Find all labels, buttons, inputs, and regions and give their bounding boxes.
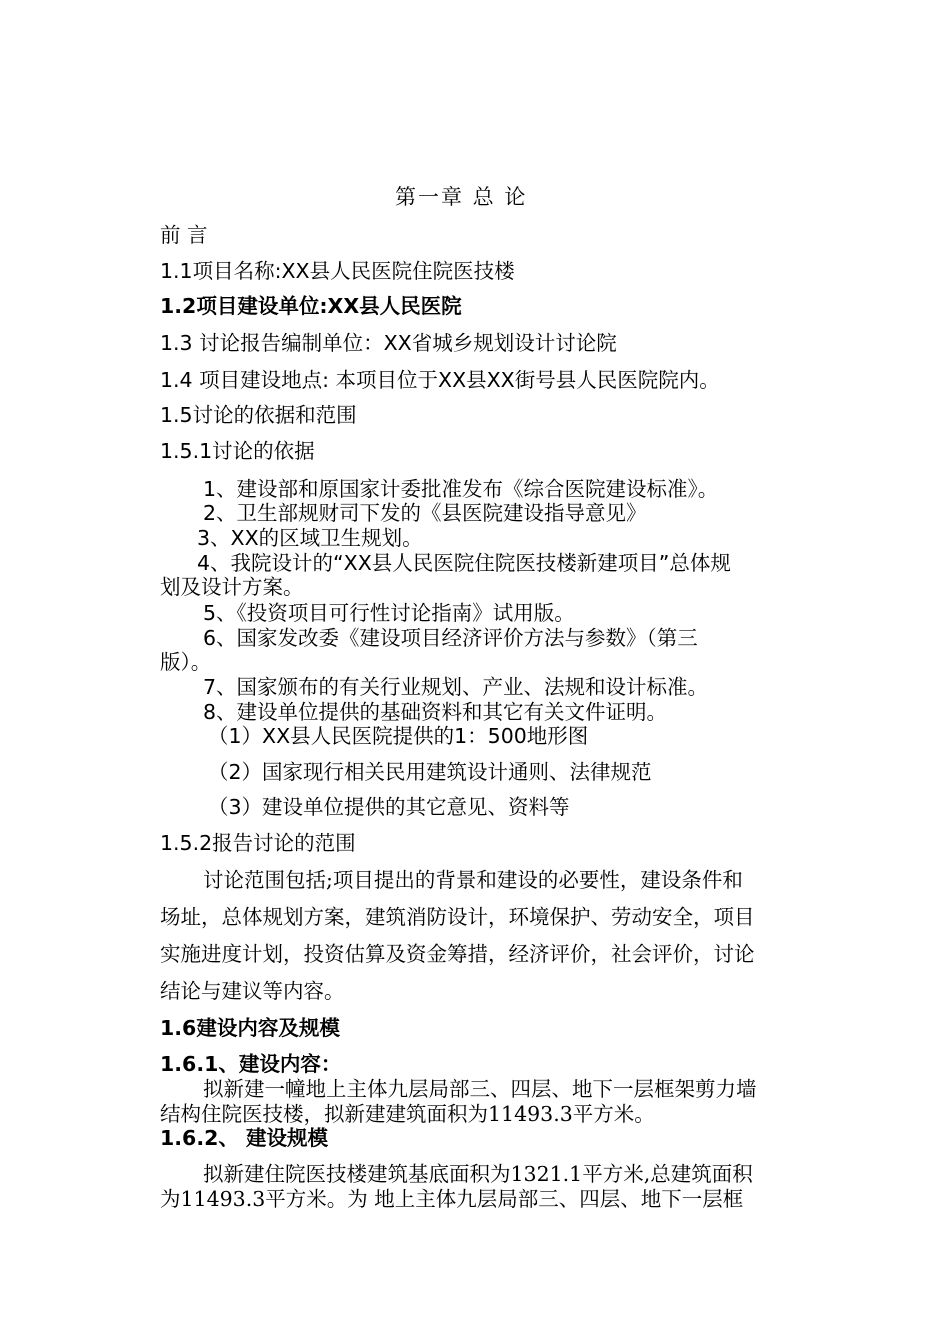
scale-line: 为11493.3平方米。为 地上主体九层局部三、四层、地下一层框	[160, 1187, 744, 1211]
scope-line: 结论与建议等内容。	[160, 979, 345, 1003]
section-1-4: 1.4 项目建设地点: 本项目位于XX县XX街号县人民医院院内。	[160, 368, 720, 392]
basis-item: 4、我院设计的“XX县人民医院住院医技楼新建项目”总体规	[197, 551, 731, 575]
section-1-3: 1.3 讨论报告编制单位：XX省城乡规划设计讨论院	[160, 331, 617, 355]
content-line: 结构住院医技楼，拟新建建筑面积为11493.3平方米。	[160, 1102, 655, 1126]
scope-line: 实施进度计划，投资估算及资金筹措，经济评价，社会评价，讨论	[160, 942, 755, 966]
basis-item: 5、《投资项目可行性讨论指南》试用版。	[203, 601, 575, 625]
basis-subitem: （2）国家现行相关民用建筑设计通则、法律规范	[208, 760, 652, 784]
section-1-6-2: 1.6.2、 建设规模	[160, 1126, 329, 1150]
basis-item: 版）。	[160, 650, 212, 674]
section-1-6: 1.6建设内容及规模	[160, 1016, 340, 1040]
section-1-5: 1.5讨论的依据和范围	[160, 403, 357, 427]
basis-item: 6、国家发改委《建设项目经济评价方法与参数》（第三	[203, 626, 698, 650]
chapter-title: 第一章 总 论	[395, 185, 528, 209]
basis-item: 7、国家颁布的有关行业规划、产业、法规和设计标准。	[203, 675, 709, 699]
section-1-5-1: 1.5.1讨论的依据	[160, 439, 315, 463]
preface-heading: 前 言	[160, 223, 208, 247]
basis-subitem: （3）建设单位提供的其它意见、资料等	[208, 795, 570, 819]
scope-line: 讨论范围包括;项目提出的背景和建设的必要性，建设条件和	[203, 868, 743, 892]
scope-line: 场址，总体规划方案，建筑消防设计，环境保护、劳动安全，项目	[160, 905, 755, 929]
basis-item: 3、XX的区域卫生规划。	[197, 526, 423, 550]
basis-item: 划及设计方案。	[160, 575, 304, 599]
basis-subitem: （1）XX县人民医院提供的1：500地形图	[208, 724, 589, 748]
basis-item: 8、建设单位提供的基础资料和其它有关文件证明。	[203, 700, 668, 724]
basis-item: 1、建设部和原国家计委批准发布《综合医院建设标准》。	[203, 477, 719, 501]
basis-item: 2、卫生部规财司下发的《县医院建设指导意见》	[203, 501, 647, 525]
section-1-5-2: 1.5.2报告讨论的范围	[160, 831, 356, 855]
section-1-6-1: 1.6.1、建设内容：	[160, 1052, 342, 1076]
content-line: 拟新建一幢地上主体九层局部三、四层、地下一层框架剪力墙	[203, 1077, 757, 1101]
scale-line: 拟新建住院医技楼建筑基底面积为1321.1平方米,总建筑面积	[203, 1162, 753, 1186]
section-1-1: 1.1项目名称:XX县人民医院住院医技楼	[160, 259, 515, 283]
section-1-2: 1.2项目建设单位:XX县人民医院	[160, 294, 462, 318]
